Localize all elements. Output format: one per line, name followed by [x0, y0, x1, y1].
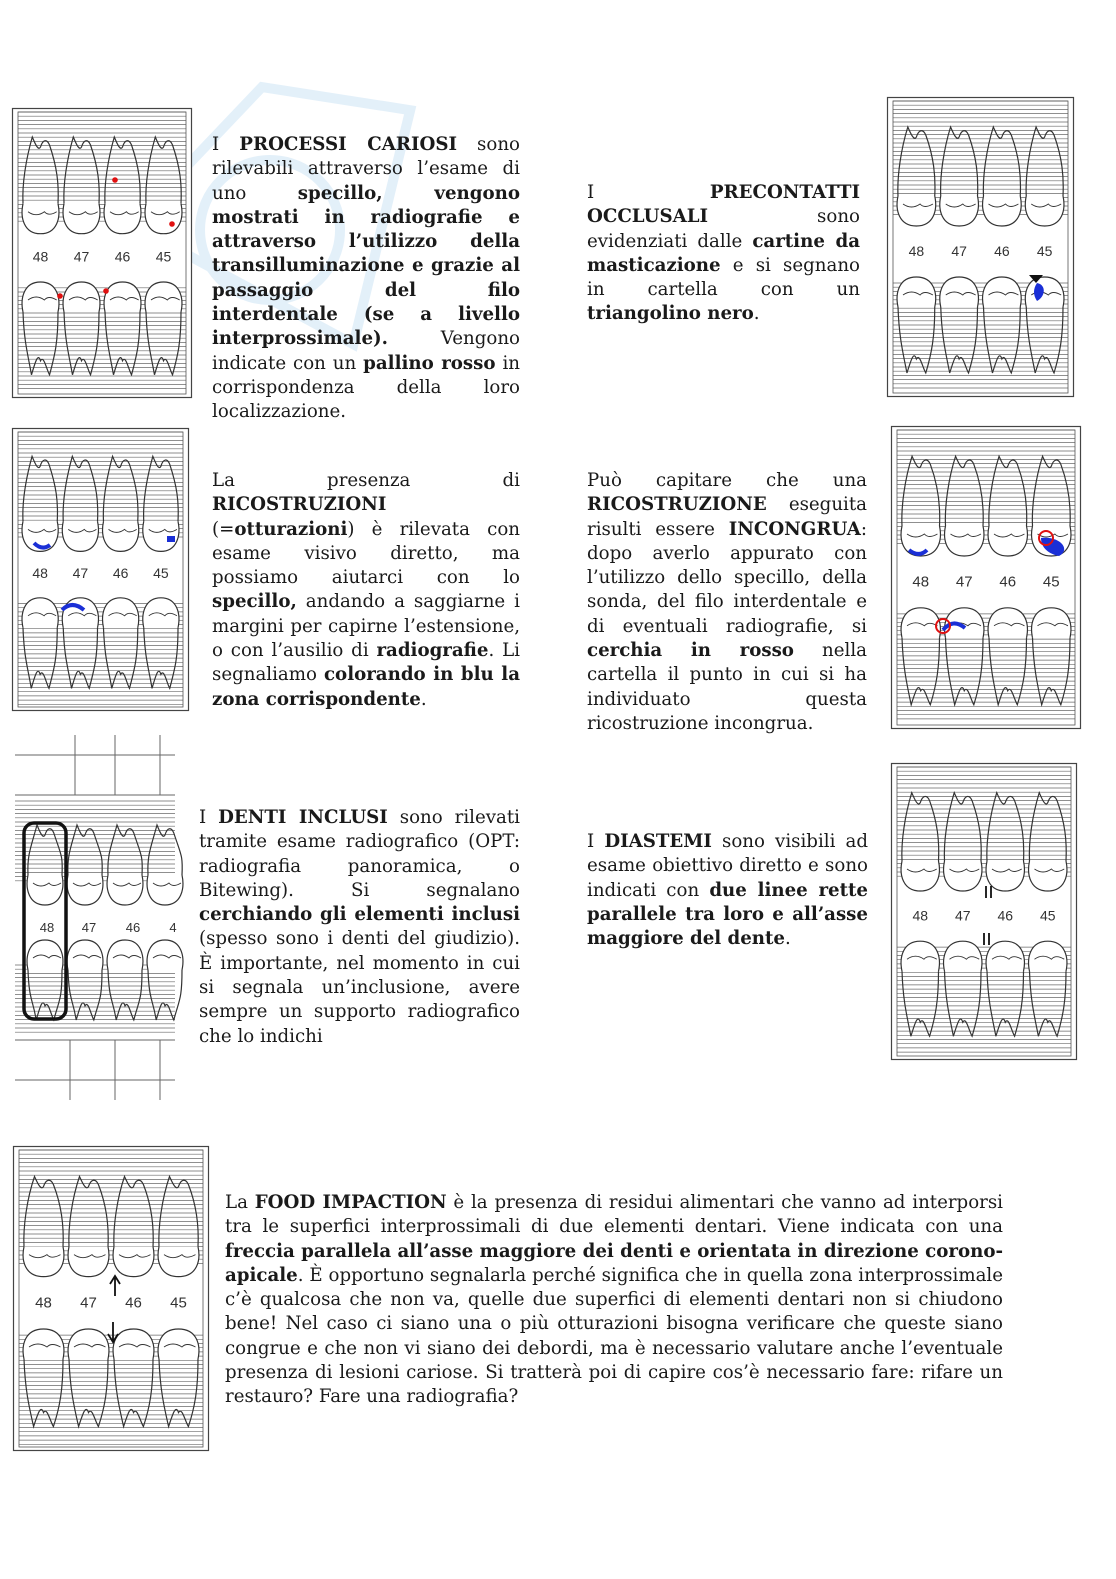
tooth-crown-lower	[940, 277, 979, 307]
text-ricostruzioni	[212, 469, 520, 712]
bold-run: PROCESSI CARIOSI	[239, 134, 457, 155]
tooth-root-upper	[108, 825, 142, 875]
text-run: sono rilevati tramite esame radiografico (OPT: radiografia panoramica, o Bitewing). Si segnalano	[199, 807, 520, 901]
text-run: . Li segnaliamo	[212, 640, 520, 686]
tooth-crown-upper	[23, 1247, 64, 1277]
tooth-number: 45	[155, 248, 172, 265]
bold-run: specillo, vengono mostrati in radiografie e attraverso l’utilizzo della transilluminazione e grazie al passaggio del filo interdentale (se a livello interprossimale).	[212, 182, 520, 350]
tooth-crown-lower	[23, 1329, 64, 1359]
tooth-crown-lower	[901, 941, 939, 971]
tooth-crown-lower	[22, 282, 59, 312]
tooth-number: 46	[999, 573, 1017, 591]
text-run: I	[587, 831, 605, 852]
bold-run: PRECONTATTI OCCLUSALI	[587, 182, 860, 228]
tooth-crown-lower	[901, 608, 940, 638]
tooth-number: 48	[912, 907, 929, 924]
tooth-root-upper	[148, 825, 182, 875]
tooth-crown-lower	[103, 598, 139, 628]
text-run: Vengono indicate con un	[212, 328, 520, 374]
tooth-crown-upper	[1029, 861, 1067, 891]
tooth-crown-upper	[113, 1247, 154, 1277]
text-run: .	[753, 303, 760, 325]
text-run: : dopo averlo appurato con l’utilizzo dello specillo, della sonda, del filo interdentale e di eventuali radiografie, si	[587, 518, 867, 637]
tooth-number: 45	[153, 564, 169, 581]
tooth-crown-upper	[103, 521, 139, 551]
tooth-number: 4	[169, 920, 177, 935]
tooth-crown-lower	[145, 282, 182, 312]
tooth-number: 47	[951, 243, 967, 259]
tooth-crown-lower	[158, 1329, 199, 1359]
tooth-crown-upper	[944, 861, 982, 891]
text-run: è la presenza di residui alimentari che vanno ad interporsi tra le superfici interprossimali di due elementi dentari. Viene indicata con una	[225, 1192, 1003, 1238]
tooth-crown-lower	[27, 940, 63, 970]
text-run: e si segnano in cartella con un	[587, 254, 860, 301]
text-run: .	[785, 928, 791, 950]
tooth-crown-lower	[897, 277, 936, 307]
tooth-crown-lower	[113, 1329, 154, 1359]
tooth-number: 47	[955, 573, 973, 591]
text-ricostruzione-incongrua	[587, 469, 867, 736]
tooth-crown-upper	[1025, 196, 1064, 226]
text-run: ) è rilevata con esame visivo diretto, ma possiamo aiutarci con lo	[212, 518, 520, 589]
text-run: in corrispondenza della loro localizzazione.	[212, 352, 521, 423]
tooth-number: 47	[81, 920, 97, 935]
chart-precontatti-occlusali	[887, 97, 1074, 397]
tooth-crown-lower	[983, 277, 1022, 307]
bold-run: colorando in blu la zona corrispondente	[212, 664, 520, 710]
tooth-number: 48	[35, 1294, 52, 1312]
tooth-crown-upper	[983, 196, 1022, 226]
text-run: La	[225, 1192, 255, 1213]
tooth-number: 45	[1039, 907, 1056, 924]
tooth-crown-upper	[67, 875, 103, 905]
tooth-crown-upper	[62, 521, 98, 551]
tooth-crown-upper	[68, 1247, 109, 1277]
chart-diastemi	[891, 763, 1077, 1060]
tooth-number: 48	[908, 243, 925, 259]
bold-run: INCONGRUA	[728, 518, 861, 540]
tooth-crown-upper	[147, 875, 183, 905]
bold-run: due linee rette parallele tra loro e all’asse maggiore del dente	[587, 879, 869, 950]
tooth-crown-lower	[1025, 277, 1064, 307]
text-run: (=	[212, 518, 235, 540]
bold-run: otturazioni	[234, 518, 348, 540]
text-run: . È opportuno segnalarla perché significa che in quella zona interprossimale c’è qualcosa che non va, quelle due superfici di elementi dentari non si chiudono bene! Nel caso ci siano una o più otturazioni bisogna verificare che queste siano congrue e che non vi siano dei debordi, ma è necessario valutare anche l’eventuale presenza di lesioni cariose. Si tratterà poi di capire cos’è necessario fare: rifare un restauro? Fare una radiografia?	[225, 1264, 1003, 1408]
text-precontatti-occlusali	[587, 181, 860, 327]
text-run: I	[199, 807, 219, 828]
tooth-crown-upper	[104, 204, 141, 234]
tooth-number: 48	[39, 920, 55, 935]
tooth-crown-lower	[944, 941, 982, 971]
tooth-number: 46	[125, 920, 141, 935]
tooth-crown-upper	[27, 875, 63, 905]
tooth-crown-lower	[988, 608, 1027, 638]
chart-processi-cariosi	[12, 108, 192, 398]
bold-run: cartine da masticazione	[587, 230, 860, 276]
tooth-crown-upper	[988, 526, 1027, 556]
text-run: eseguita risulti essere	[587, 494, 867, 540]
tooth-crown-upper	[901, 526, 940, 556]
chart-food-impaction	[13, 1146, 209, 1451]
text-denti-inclusi	[199, 806, 520, 1049]
bold-run: RICOSTRUZIONI	[212, 494, 387, 516]
text-run: sono evidenziati dalle	[587, 206, 860, 252]
table-grid	[15, 735, 175, 1100]
tooth-number: 47	[73, 248, 90, 265]
tooth-crown-lower	[63, 282, 100, 312]
tooth-crown-upper	[107, 875, 143, 905]
text-run: .	[420, 688, 427, 710]
bold-run: cerchiando gli elementi inclusi	[199, 904, 520, 926]
text-run: I	[587, 182, 710, 203]
filling-blue-mark	[167, 536, 175, 542]
tooth-number: 46	[112, 564, 129, 581]
tooth-crown-upper	[897, 196, 936, 226]
text-processi-cariosi	[212, 133, 520, 425]
tooth-crown-upper	[22, 204, 59, 234]
tooth-number: 48	[32, 564, 48, 581]
text-run: sono rilevabili attraverso l’esame di uno	[212, 134, 521, 204]
tooth-crown-upper	[158, 1247, 199, 1277]
tooth-crown-upper	[940, 196, 979, 226]
caries-red-dot	[112, 177, 118, 183]
bold-run: DIASTEMI	[604, 831, 712, 852]
tooth-crown-lower	[67, 940, 103, 970]
chart-ricostruzione-incongrua	[891, 426, 1081, 729]
tooth-number: 48	[912, 573, 930, 591]
tooth-number: 46	[997, 907, 1014, 924]
tooth-number: 47	[72, 564, 89, 581]
text-run: sono visibili ad esame obiettivo diretto e sono indicati con	[587, 831, 868, 901]
tooth-crown-lower	[143, 598, 179, 628]
bold-run: triangolino nero	[587, 303, 754, 325]
text-diastemi	[587, 830, 868, 951]
tooth-crown-lower	[1029, 941, 1067, 971]
tooth-number: 45	[170, 1294, 187, 1312]
text-run: nella cartella il punto in cui si ha individuato questa ricostruzione incongrua.	[587, 640, 867, 734]
tooth-crown-lower	[68, 1329, 109, 1359]
tooth-number: 45	[1042, 573, 1060, 591]
text-run: Può capitare che una	[587, 470, 867, 491]
bold-run: RICOSTRUZIONE	[587, 494, 767, 516]
tooth-crown-lower	[107, 940, 143, 970]
tooth-number: 46	[994, 243, 1010, 259]
chart-denti-inclusi	[15, 735, 175, 1100]
tooth-crown-lower	[986, 941, 1024, 971]
bold-run: FOOD IMPACTION	[254, 1192, 447, 1213]
bold-run: radiografie	[376, 640, 489, 662]
tooth-crown-upper	[901, 861, 939, 891]
text-run: I	[212, 134, 240, 155]
tooth-crown-upper	[945, 526, 984, 556]
tooth-crown-lower	[22, 598, 58, 628]
tooth-crown-lower	[147, 940, 183, 970]
chart-ricostruzioni	[12, 428, 189, 711]
tooth-number: 47	[80, 1294, 97, 1312]
text-run: (spesso sono i denti del giudizio). È importante, nel momento in cui si segnala un’inclusione, avere sempre un supporto radiografico che lo indichi	[199, 928, 520, 1047]
tooth-number: 45	[1036, 243, 1053, 259]
tooth-crown-lower	[104, 282, 141, 312]
text-food-impaction	[225, 1191, 1003, 1410]
tooth-root-upper	[28, 825, 62, 875]
tooth-number: 46	[125, 1294, 142, 1312]
tooth-crown-upper	[63, 204, 100, 234]
bold-run: cerchia in rosso	[587, 640, 794, 662]
text-run: La presenza di	[212, 470, 520, 491]
tooth-number: 47	[954, 907, 971, 924]
caries-red-dot	[169, 221, 175, 227]
tooth-number: 48	[32, 248, 49, 265]
bold-run: freccia parallela all’asse maggiore dei denti e orientata in direzione corono-apicale	[225, 1240, 1003, 1286]
tooth-crown-upper	[145, 204, 182, 234]
bold-run: specillo,	[212, 591, 297, 613]
tooth-crown-lower	[62, 598, 98, 628]
bold-run: DENTI INCLUSI	[218, 807, 388, 828]
caries-red-dot	[57, 293, 63, 299]
caries-red-dot	[103, 288, 109, 294]
tooth-root-upper	[68, 825, 102, 875]
text-run: andando a saggiarne i margini per capirne l’estensione, o con l’ausilio di	[212, 591, 520, 662]
tooth-number: 46	[114, 248, 131, 265]
bold-run: pallino rosso	[363, 352, 496, 374]
tooth-crown-lower	[1032, 608, 1071, 638]
